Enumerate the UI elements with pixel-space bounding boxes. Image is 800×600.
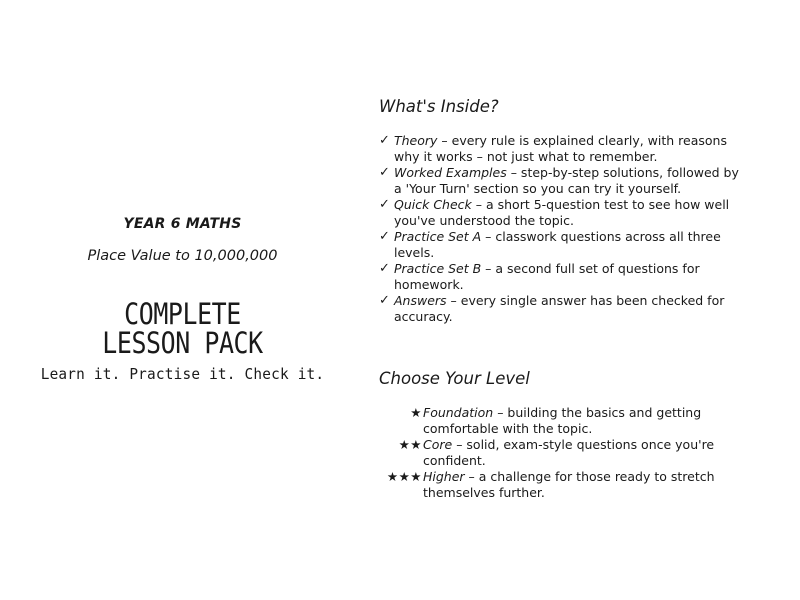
cover-panel	[0, 0, 365, 600]
tagline: Learn it. Practise it. Check it.	[40, 365, 325, 383]
pack-title-line-2: LESSON PACK	[102, 326, 263, 360]
subject-label: YEAR 6 MATHS	[123, 216, 242, 232]
item-name: Quick Check	[394, 197, 472, 212]
star-rating	[379, 469, 422, 485]
check-icon: ✓	[379, 165, 390, 180]
level-name: Core	[423, 437, 453, 452]
list-item	[379, 133, 744, 165]
level-item-foundation	[379, 405, 744, 437]
check-icon: ✓	[379, 293, 390, 308]
item-description: – every rule is explained clearly, with reasons why it works – not just what to remember.	[394, 133, 727, 164]
list-item	[379, 197, 744, 229]
item-name: Practice Set A	[394, 229, 482, 244]
item-name: Answers	[394, 293, 447, 308]
item-name: Worked Examples	[394, 165, 507, 180]
list-item	[379, 229, 744, 261]
item-description: – classwork questions across all three levels.	[394, 229, 721, 260]
level-name: Higher	[423, 469, 465, 484]
item-description: – step-by-step solutions, followed by a 'Your Turn' section so you can try it yourself.	[394, 165, 739, 196]
star-icon: ★	[386, 469, 399, 484]
item-description: – a second full set of questions for homework.	[394, 261, 700, 292]
star-icon: ★	[398, 469, 411, 484]
level-description: – solid, exam-style questions once you're confident.	[423, 437, 715, 468]
star-icon: ★	[410, 469, 422, 484]
check-icon: ✓	[379, 197, 390, 212]
list-item	[379, 165, 744, 197]
whats-inside-list	[379, 133, 744, 325]
level-name: Foundation	[423, 405, 494, 420]
level-description: – a challenge for those ready to stretch themselves further.	[423, 469, 715, 500]
star-rating	[379, 405, 422, 421]
list-item	[379, 261, 744, 293]
item-description: – every single answer has been checked for accuracy.	[394, 293, 725, 324]
level-item-core	[379, 437, 744, 469]
item-name: Practice Set B	[394, 261, 482, 276]
pack-title-line-1: COMPLETE	[124, 297, 241, 331]
check-icon: ✓	[379, 261, 390, 276]
star-rating	[379, 437, 422, 453]
list-item	[379, 293, 744, 325]
item-name: Theory	[394, 133, 438, 148]
item-description: – a short 5-question test to see how well you've understood the topic.	[394, 197, 730, 228]
star-icon: ★	[410, 405, 422, 420]
whats-inside-heading: What's Inside?	[379, 97, 499, 116]
level-list	[379, 405, 744, 501]
topic-title: Place Value to 10,000,000	[87, 248, 278, 264]
check-icon: ✓	[379, 133, 390, 148]
check-icon: ✓	[379, 229, 390, 244]
star-icon: ★	[410, 437, 422, 452]
pack-title	[26, 297, 340, 360]
contents-panel	[379, 0, 759, 600]
level-item-higher	[379, 469, 744, 501]
star-icon: ★	[398, 437, 411, 452]
level-description: – building the basics and getting comfortable with the topic.	[423, 405, 702, 436]
choose-level-heading: Choose Your Level	[379, 369, 530, 388]
